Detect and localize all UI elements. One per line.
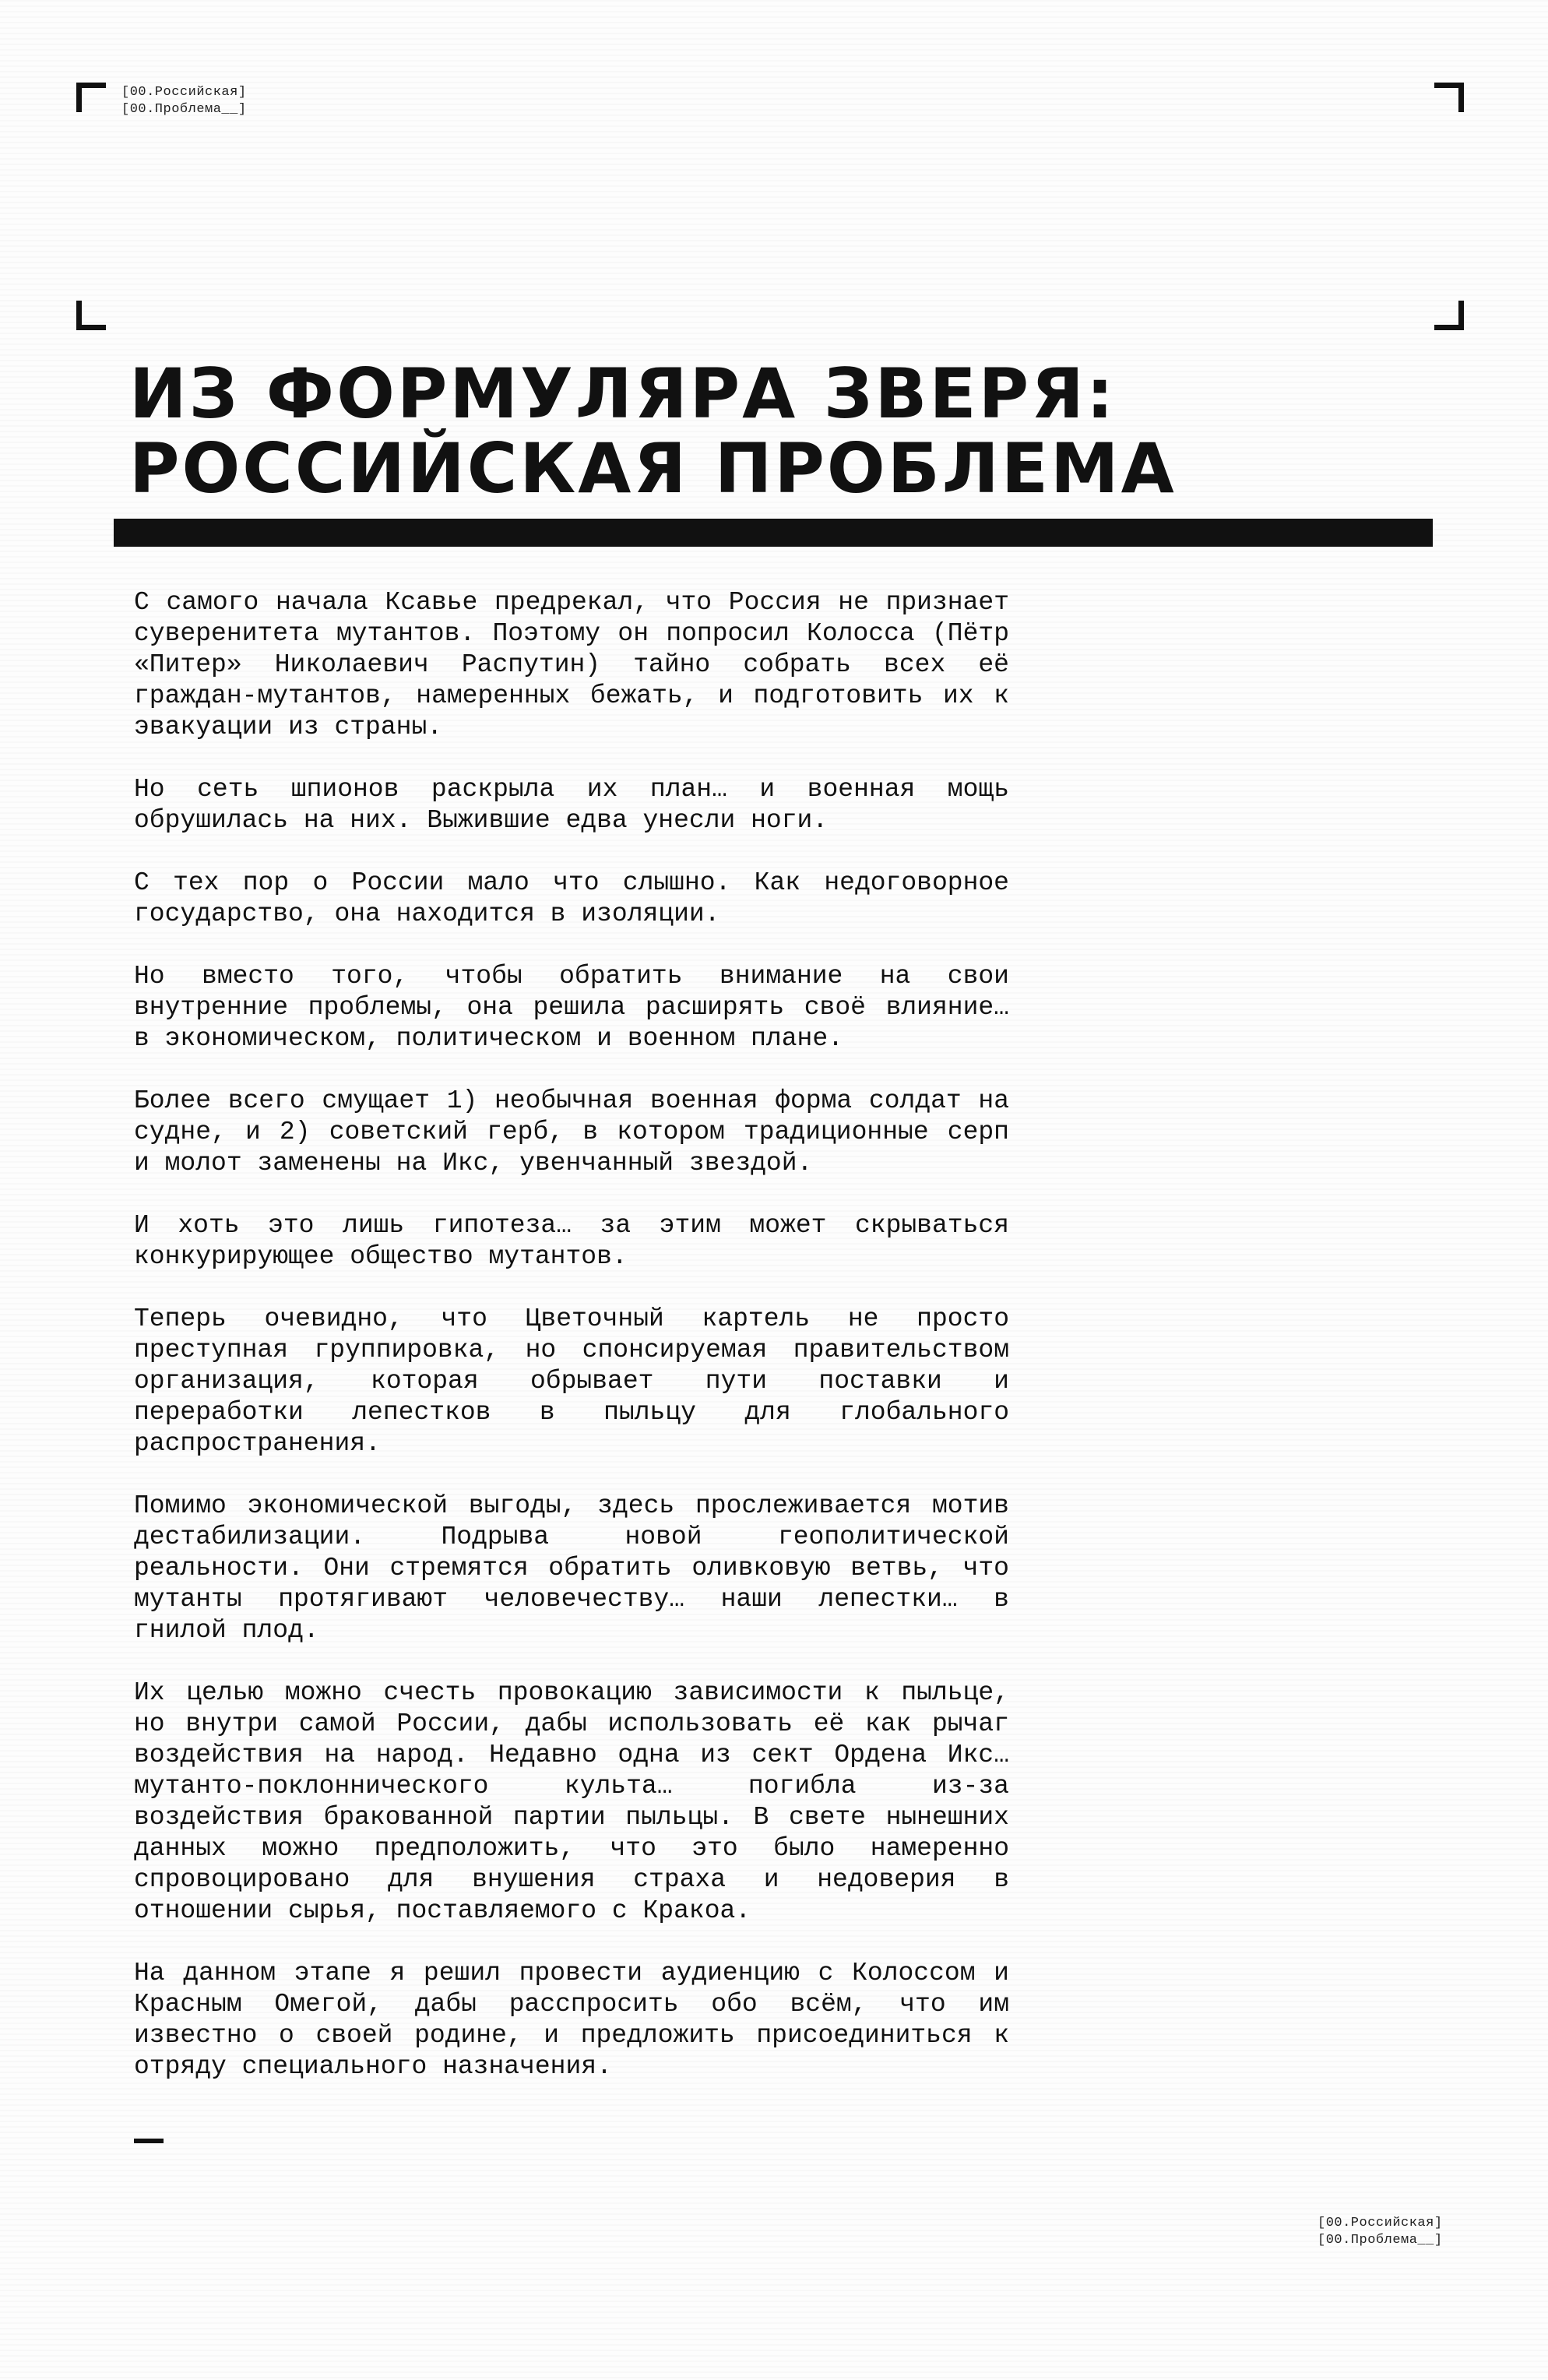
paragraph-3: С тех пор о России мало что слышно. Как недоговорное государство, она находится в изоляции. [134,868,1009,928]
file-tag-footer-line-2: [00.Проблема__] [1318,2233,1443,2248]
corner-bracket-top-left [76,83,106,112]
paragraph-4: Но вместо того, чтобы обратить внимание на свои внутренние проблемы, она решила расширять своё влияние… в экономическом, политическом и военном плане. [134,962,1009,1053]
end-of-text-mark [134,2139,164,2143]
paragraph-9: Их целью можно счесть провокацию зависимости к пыльце, но внутри самой России, дабы использовать её как рычаг воздействия на народ. Недавно одна из сект Ордена Икс… мутанто-поклоннического культа… погибла из-за воздействия бракованной партии пыльцы. В свете нынешних данных можно предположить, что это было намеренно спровоцировано для внушения страха и недоверия в отношении сырья, поставляемого с Кракоа. [134,1678,1009,1925]
page-title-line-1: ИЗ ФОРМУЛЯРА ЗВЕРЯ: [129,354,1117,434]
file-tag-footer [1318,2215,1443,2249]
file-tag-footer-line-1: [00.Российская] [1318,2216,1443,2230]
body-text [134,587,1009,2114]
paragraph-6: И хоть это лишь гипотеза… за этим может скрываться конкурирующее общество мутантов. [134,1211,1009,1271]
title-divider-bar [114,519,1433,547]
paragraph-5: Более всего смущает 1) необычная военная форма солдат на судне, и 2) советский герб, в котором традиционные серп и молот заменены на Икс, увенчанный звездой. [134,1086,1009,1178]
page-title [129,354,1453,509]
paragraph-2: Но сеть шпионов раскрыла их план… и военная мощь обрушилась на них. Выжившие едва унесли ноги. [134,775,1009,835]
paragraph-1: С самого начала Ксавье предрекал, что Россия не признает суверенитета мутантов. Поэтому он попросил Колосса (Пётр «Питер» Николаевич Распутин) тайно собрать всех её граждан-мутантов, намеренных бежать, и подготовить их к эвакуации из страны. [134,588,1009,741]
file-tag-line-1: [00.Российская] [121,85,247,100]
paragraph-10: На данном этапе я решил провести аудиенцию с Колоссом и Красным Омегой, дабы расспросить обо всём, что им известно о своей родине, и предложить присоединиться к отряду специального назначения. [134,1959,1009,2081]
corner-bracket-bottom-left [76,301,106,330]
file-tag-header [121,84,247,118]
paragraph-8: Помимо экономической выгоды, здесь прослеживается мотив дестабилизации. Подрыва новой геополитической реальности. Они стремятся обратить оливковую ветвь, что мутанты протягивают человечеству… наши лепестки… в гнилой плод. [134,1491,1009,1645]
corner-bracket-bottom-right [1434,301,1464,330]
paragraph-7: Теперь очевидно, что Цветочный картель не просто преступная группировка, но спонсируемая правительством организация, которая обрывает пути поставки и переработки лепестков в пыльцу для глобального распространения. [134,1304,1009,1458]
file-tag-line-2: [00.Проблема__] [121,102,247,117]
corner-bracket-top-right [1434,83,1464,112]
page-title-line-2: РОССИЙСКАЯ ПРОБЛЕМА [129,428,1177,509]
